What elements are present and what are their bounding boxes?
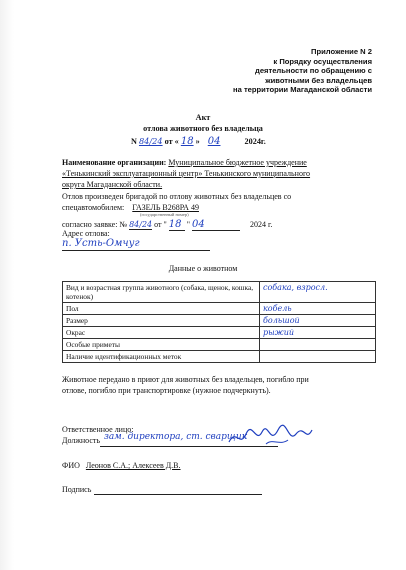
org-line-1 bbox=[62, 158, 307, 167]
fio-line bbox=[62, 461, 181, 470]
address-underline bbox=[62, 250, 210, 251]
position-label: Должность bbox=[62, 436, 101, 445]
request-date-prefix: от " bbox=[154, 220, 167, 229]
act-number-prefix: N bbox=[131, 137, 137, 146]
request-date-month: 04 bbox=[192, 219, 240, 231]
responsible-heading: Ответственное лицо: bbox=[62, 425, 134, 434]
transfer-line-1: Животное передано в приют для животных без владельцев, погибло при bbox=[62, 375, 309, 384]
act-number-value: 84/24 bbox=[138, 136, 163, 146]
appendix-line-4: животными без владельцев bbox=[265, 75, 372, 85]
row-value-species: собака, взросл. bbox=[260, 282, 376, 303]
row-value-size: большой bbox=[260, 315, 376, 327]
position-value: зам. директора, ст. сварщик bbox=[104, 432, 248, 442]
request-year: 2024 г. bbox=[250, 220, 273, 229]
row-label-sex: Пол bbox=[63, 303, 260, 315]
request-number: 84/24 bbox=[129, 220, 153, 229]
act-date-year: 2024г. bbox=[244, 137, 266, 146]
row-value-color: рыжий bbox=[260, 327, 376, 339]
table-row bbox=[63, 315, 376, 327]
vehicle-number: ГАЗЕЛЬ В268РА 49 bbox=[132, 203, 199, 212]
appendix-line-2: к Порядку осуществления bbox=[273, 56, 372, 66]
scan-shadow bbox=[0, 0, 14, 570]
org-label: Наименование организации: bbox=[62, 158, 167, 167]
act-date-day: 18 bbox=[180, 136, 194, 147]
row-label-species: Вид и возрастная группа животного (собака, щенок, кошка, котенок) bbox=[63, 282, 260, 303]
request-date-mid: " bbox=[186, 220, 191, 229]
animal-heading: Данные о животном bbox=[168, 264, 238, 273]
animal-table bbox=[62, 281, 376, 363]
table-row bbox=[63, 327, 376, 339]
row-value-marks bbox=[260, 339, 376, 351]
appendix-header bbox=[233, 47, 372, 95]
act-number-date bbox=[131, 136, 266, 147]
address-value: п. Усть-Омчуг bbox=[62, 238, 140, 249]
row-label-marks: Особые приметы bbox=[63, 339, 260, 351]
capture-text: Отлов произведен бригадой по отлову животных без владельцев со bbox=[62, 192, 292, 201]
org-name-line-3: округа Магаданской области. bbox=[62, 180, 163, 189]
appendix-line-5: на территории Магаданской области bbox=[233, 85, 372, 95]
row-label-id-tags: Наличие идентификационных меток bbox=[63, 351, 260, 363]
act-date-month: 04 bbox=[207, 136, 221, 147]
request-label: согласно заявке: № bbox=[62, 220, 128, 229]
appendix-line-3: деятельности по обращению с bbox=[255, 66, 372, 76]
fio-label: ФИО bbox=[62, 461, 80, 470]
table-row bbox=[63, 351, 376, 363]
appendix-line-1: Приложение N 2 bbox=[311, 47, 372, 56]
act-date-prefix: от « bbox=[164, 137, 179, 146]
signature-label: Подпись bbox=[62, 485, 92, 494]
fio-value: Леонов С.А.; Алексеев Д.В. bbox=[85, 461, 181, 470]
act-date-mid: » bbox=[195, 137, 200, 146]
request-date-day: 18 bbox=[169, 219, 185, 231]
vehicle-label: спецавтомобилем: bbox=[62, 203, 125, 212]
capture-vehicle-line bbox=[62, 203, 199, 212]
row-label-color: Окрас bbox=[63, 327, 260, 339]
org-name-line-1: Муниципальное бюджетное учреждение bbox=[168, 158, 307, 167]
transfer-line-2: отлове, погибло при транспортировке (нужное подчеркнуть). bbox=[62, 386, 271, 395]
signature-scribble bbox=[226, 424, 316, 450]
signature-underline bbox=[94, 494, 262, 495]
row-value-id-tags bbox=[260, 351, 376, 363]
table-row bbox=[63, 282, 376, 303]
vehicle-caption: (государственный номер) bbox=[140, 212, 189, 217]
org-name-line-2: «Тенькинский эксплуатационный центр» Тенькинского муниципального bbox=[62, 169, 311, 178]
act-subtitle: отлова животного без владельца bbox=[143, 124, 263, 133]
table-row bbox=[63, 339, 376, 351]
row-label-size: Размер bbox=[63, 315, 260, 327]
table-row bbox=[63, 303, 376, 315]
act-title: Акт bbox=[195, 113, 211, 122]
address-label: Адрес отлова: bbox=[62, 229, 110, 238]
row-value-sex: кобель bbox=[260, 303, 376, 315]
